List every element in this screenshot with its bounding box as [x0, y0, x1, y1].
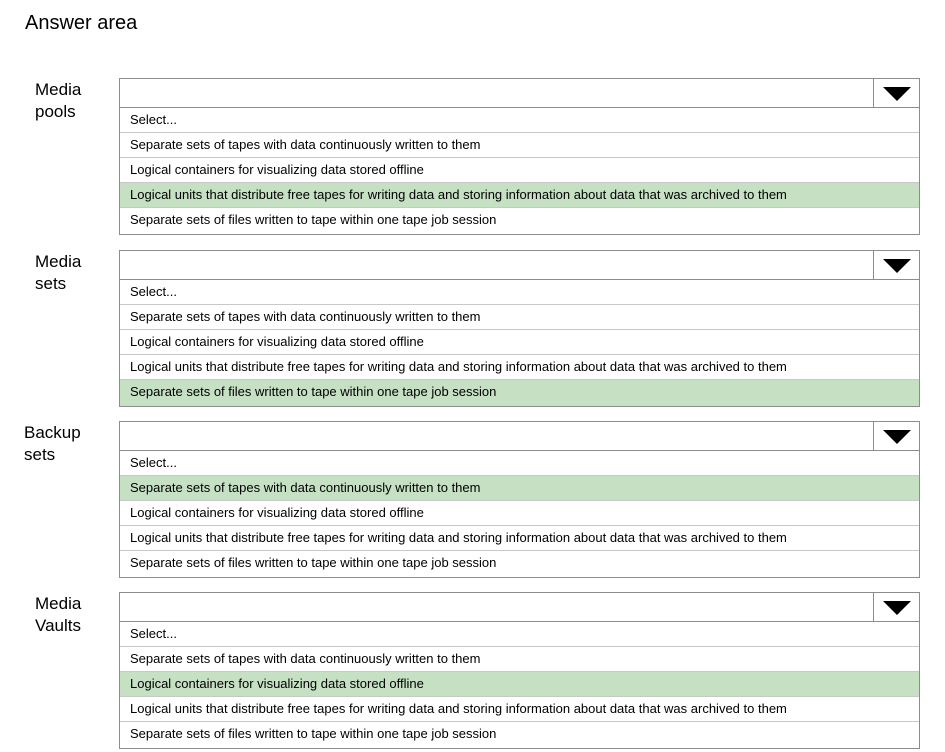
dropdown-option[interactable]: Logical units that distribute free tapes for writing data and storing information about data that was archived to them: [120, 526, 919, 551]
dropdown-arrow-button[interactable]: [873, 79, 919, 107]
caret-down-icon: [883, 259, 911, 273]
dropdown-option[interactable]: Logical containers for visualizing data stored offline: [120, 158, 919, 183]
row-label: Media pools: [35, 80, 82, 121]
dropdown-option[interactable]: Separate sets of files written to tape within one tape job session: [120, 380, 919, 406]
row-label: Media sets: [35, 252, 82, 293]
answer-row-backup-sets: [0, 421, 945, 581]
dropdown-option[interactable]: Separate sets of tapes with data continuously written to them: [120, 305, 919, 330]
dropdown-option[interactable]: Select...: [120, 108, 919, 133]
caret-down-icon: [883, 430, 911, 444]
dropdown-option[interactable]: Logical containers for visualizing data stored offline: [120, 501, 919, 526]
answer-row-media-sets: [0, 250, 945, 410]
dropdown-options-list: [119, 107, 920, 235]
dropdown-arrow-button[interactable]: [873, 251, 919, 279]
dropdown-options-list: [119, 621, 920, 749]
answer-dropdown[interactable]: [119, 250, 920, 280]
caret-down-icon: [883, 601, 911, 615]
dropdown-option[interactable]: Select...: [120, 280, 919, 305]
dropdown-option[interactable]: Separate sets of files written to tape within one tape job session: [130, 212, 497, 227]
dropdown-options-list: [119, 450, 920, 578]
dropdown-option[interactable]: Logical units that distribute free tapes for writing data and storing information about data that was archived to them: [120, 183, 919, 208]
dropdown-option[interactable]: Logical units that distribute free tapes for writing data and storing information about data that was archived to them: [120, 697, 919, 722]
caret-down-icon: [883, 87, 911, 101]
dropdown-option[interactable]: Separate sets of files written to tape within one tape job session: [130, 726, 497, 741]
row-label: Backup sets: [24, 423, 81, 464]
row-label: Media Vaults: [35, 594, 82, 635]
dropdown-options-list: [119, 279, 920, 407]
dropdown-arrow-button[interactable]: [873, 422, 919, 450]
dropdown-option[interactable]: Separate sets of tapes with data continuously written to them: [120, 133, 919, 158]
dropdown-option[interactable]: Logical units that distribute free tapes for writing data and storing information about data that was archived to them: [120, 355, 919, 380]
dropdown-arrow-button[interactable]: [873, 593, 919, 621]
dropdown-option[interactable]: Separate sets of files written to tape within one tape job session: [130, 555, 497, 570]
dropdown-option[interactable]: Select...: [120, 622, 919, 647]
dropdown-option[interactable]: Logical containers for visualizing data stored offline: [120, 672, 919, 697]
answer-row-media-vaults: [0, 592, 945, 752]
answer-dropdown[interactable]: [119, 78, 920, 108]
answer-dropdown[interactable]: [119, 592, 920, 622]
dropdown-option[interactable]: Separate sets of tapes with data continuously written to them: [120, 647, 919, 672]
dropdown-option[interactable]: Select...: [120, 451, 919, 476]
dropdown-option[interactable]: Separate sets of tapes with data continuously written to them: [120, 476, 919, 501]
answer-dropdown[interactable]: [119, 421, 920, 451]
answer-area-title: Answer area: [25, 12, 138, 34]
dropdown-option[interactable]: Logical containers for visualizing data stored offline: [120, 330, 919, 355]
answer-row-media-pools: [0, 78, 945, 238]
